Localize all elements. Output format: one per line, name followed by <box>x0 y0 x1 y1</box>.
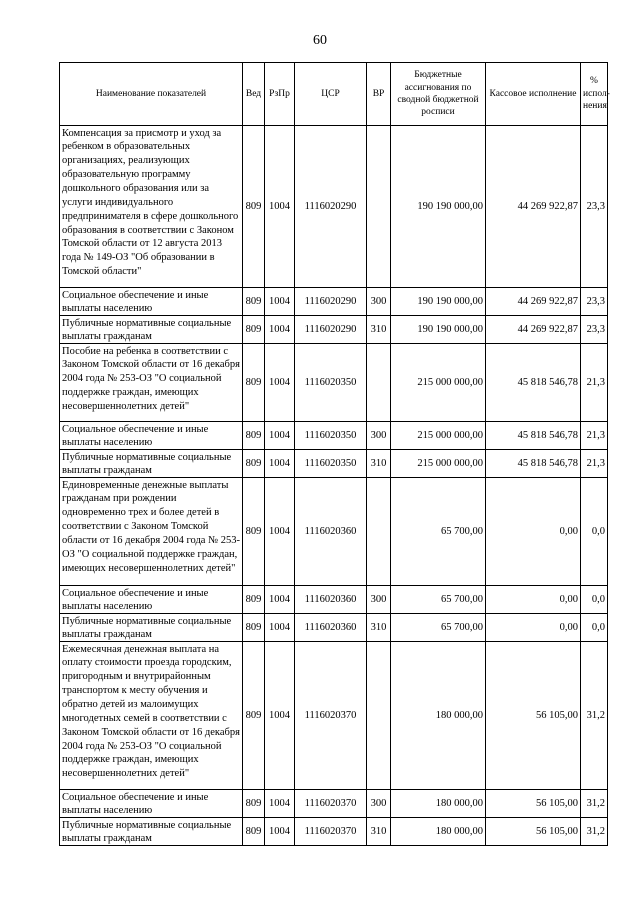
row-name: Публичные нормативные социальные выплаты гражданам <box>60 316 243 344</box>
row-csr: 1116020290 <box>295 288 367 316</box>
row-cash: 0,00 <box>486 478 581 586</box>
row-name: Ежемесячная денежная выплата на оплату стоимости проезда городским, пригородным и внутрирайонным транспортом к месту обучения и обратно детей из малоимущих многодетных семей в соответствии с Законом Томской области от 16 декабря 2004 года № 253-ОЗ "О социальной поддержке граждан, имеющих несовершеннолетних детей" <box>60 642 243 790</box>
row-cash: 0,00 <box>486 614 581 642</box>
row-csr: 1116020350 <box>295 422 367 450</box>
row-cash: 44 269 922,87 <box>486 288 581 316</box>
page-number: 60 <box>313 33 327 48</box>
row-budget: 180 000,00 <box>391 642 486 790</box>
row-cash: 56 105,00 <box>486 642 581 790</box>
row-csr: 1116020360 <box>295 478 367 586</box>
row-ved: 809 <box>243 586 265 614</box>
budget-table <box>59 62 608 846</box>
header-csr: ЦСР <box>295 63 367 126</box>
row-csr: 1116020360 <box>295 614 367 642</box>
row-name: Социальное обеспечение и иные выплаты населению <box>60 288 243 316</box>
row-csr: 1116020360 <box>295 586 367 614</box>
row-budget: 215 000 000,00 <box>391 450 486 478</box>
row-ved: 809 <box>243 344 265 422</box>
table-row <box>60 422 608 450</box>
table-row <box>60 818 608 846</box>
row-rzpr: 1004 <box>265 126 295 288</box>
table-row <box>60 586 608 614</box>
row-csr: 1116020350 <box>295 450 367 478</box>
row-csr: 1116020290 <box>295 316 367 344</box>
row-vr <box>367 344 391 422</box>
row-name: Социальное обеспечение и иные выплаты населению <box>60 586 243 614</box>
row-csr: 1116020370 <box>295 790 367 818</box>
header-vr: ВР <box>367 63 391 126</box>
row-ved: 809 <box>243 126 265 288</box>
row-ved: 809 <box>243 478 265 586</box>
row-vr <box>367 642 391 790</box>
row-budget: 190 190 000,00 <box>391 316 486 344</box>
row-budget: 180 000,00 <box>391 818 486 846</box>
row-pct: 21,3 <box>581 422 608 450</box>
row-rzpr: 1004 <box>265 422 295 450</box>
row-csr: 1116020370 <box>295 818 367 846</box>
row-rzpr: 1004 <box>265 478 295 586</box>
row-vr: 310 <box>367 316 391 344</box>
row-ved: 809 <box>243 316 265 344</box>
row-cash: 44 269 922,87 <box>486 126 581 288</box>
row-pct: 21,3 <box>581 344 608 422</box>
row-name: Социальное обеспечение и иные выплаты населению <box>60 790 243 818</box>
table-row <box>60 478 608 586</box>
table-row <box>60 316 608 344</box>
row-csr: 1116020350 <box>295 344 367 422</box>
row-name: Единовременные денежные выплаты гражданам при рождении одновременно трех и более детей в соответствии с Законом Томской области от 16 декабря 2004 года № 253-ОЗ "О социальной поддержке граждан, имеющих несовершеннолетних детей" <box>60 478 243 586</box>
table-row <box>60 126 608 288</box>
row-pct: 31,2 <box>581 642 608 790</box>
row-rzpr: 1004 <box>265 614 295 642</box>
row-rzpr: 1004 <box>265 288 295 316</box>
row-rzpr: 1004 <box>265 586 295 614</box>
row-name: Социальное обеспечение и иные выплаты населению <box>60 422 243 450</box>
row-cash: 56 105,00 <box>486 818 581 846</box>
row-ved: 809 <box>243 818 265 846</box>
row-name: Публичные нормативные социальные выплаты гражданам <box>60 614 243 642</box>
row-pct: 0,0 <box>581 614 608 642</box>
row-name: Публичные нормативные социальные выплаты гражданам <box>60 818 243 846</box>
row-pct: 23,3 <box>581 288 608 316</box>
row-rzpr: 1004 <box>265 344 295 422</box>
row-pct: 31,2 <box>581 790 608 818</box>
row-vr: 310 <box>367 450 391 478</box>
header-rzpr: РзПр <box>265 63 295 126</box>
row-cash: 44 269 922,87 <box>486 316 581 344</box>
row-budget: 190 190 000,00 <box>391 126 486 288</box>
row-pct: 21,3 <box>581 450 608 478</box>
row-vr: 310 <box>367 614 391 642</box>
row-cash: 45 818 546,78 <box>486 450 581 478</box>
row-ved: 809 <box>243 614 265 642</box>
row-rzpr: 1004 <box>265 818 295 846</box>
row-pct: 0,0 <box>581 478 608 586</box>
row-cash: 45 818 546,78 <box>486 344 581 422</box>
row-budget: 215 000 000,00 <box>391 422 486 450</box>
row-ved: 809 <box>243 422 265 450</box>
row-budget: 215 000 000,00 <box>391 344 486 422</box>
row-name: Компенсация за присмотр и уход за ребенком в образовательных организациях, реализующих образовательную программу дошкольного образования или за услуги индивидуального предпринимателя в сфере дошкольного образования в соответствии с Законом Томской области от 12 августа 2013 года № 149-ОЗ "Об образовании в Томской области" <box>60 126 243 288</box>
row-pct: 31,2 <box>581 818 608 846</box>
row-pct: 0,0 <box>581 586 608 614</box>
header-cash: Кассовое исполнение <box>486 63 581 126</box>
header-ved: Вед <box>243 63 265 126</box>
row-vr: 300 <box>367 288 391 316</box>
row-rzpr: 1004 <box>265 790 295 818</box>
row-ved: 809 <box>243 288 265 316</box>
row-ved: 809 <box>243 642 265 790</box>
row-pct: 23,3 <box>581 316 608 344</box>
table-row <box>60 790 608 818</box>
row-budget: 180 000,00 <box>391 790 486 818</box>
row-budget: 190 190 000,00 <box>391 288 486 316</box>
header-pct: % испол-нения <box>581 63 608 126</box>
row-budget: 65 700,00 <box>391 478 486 586</box>
table-header-row <box>60 63 608 126</box>
row-vr <box>367 478 391 586</box>
table-row <box>60 450 608 478</box>
table-row <box>60 642 608 790</box>
row-rzpr: 1004 <box>265 316 295 344</box>
row-vr: 310 <box>367 818 391 846</box>
row-vr <box>367 126 391 288</box>
row-pct: 23,3 <box>581 126 608 288</box>
row-vr: 300 <box>367 790 391 818</box>
row-rzpr: 1004 <box>265 450 295 478</box>
row-rzpr: 1004 <box>265 642 295 790</box>
row-ved: 809 <box>243 790 265 818</box>
header-budget: Бюджетные ассигнования по сводной бюджетной росписи <box>391 63 486 126</box>
row-cash: 56 105,00 <box>486 790 581 818</box>
row-cash: 0,00 <box>486 586 581 614</box>
row-budget: 65 700,00 <box>391 614 486 642</box>
row-vr: 300 <box>367 586 391 614</box>
table-row <box>60 288 608 316</box>
table-row <box>60 344 608 422</box>
header-name: Наименование показателей <box>60 63 243 126</box>
row-name: Пособие на ребенка в соответствии с Законом Томской области от 16 декабря 2004 года № 253-ОЗ "О социальной поддержке граждан, имеющих несовершеннолетних детей" <box>60 344 243 422</box>
table-row <box>60 614 608 642</box>
row-cash: 45 818 546,78 <box>486 422 581 450</box>
row-csr: 1116020370 <box>295 642 367 790</box>
row-vr: 300 <box>367 422 391 450</box>
row-ved: 809 <box>243 450 265 478</box>
row-budget: 65 700,00 <box>391 586 486 614</box>
row-csr: 1116020290 <box>295 126 367 288</box>
row-name: Публичные нормативные социальные выплаты гражданам <box>60 450 243 478</box>
